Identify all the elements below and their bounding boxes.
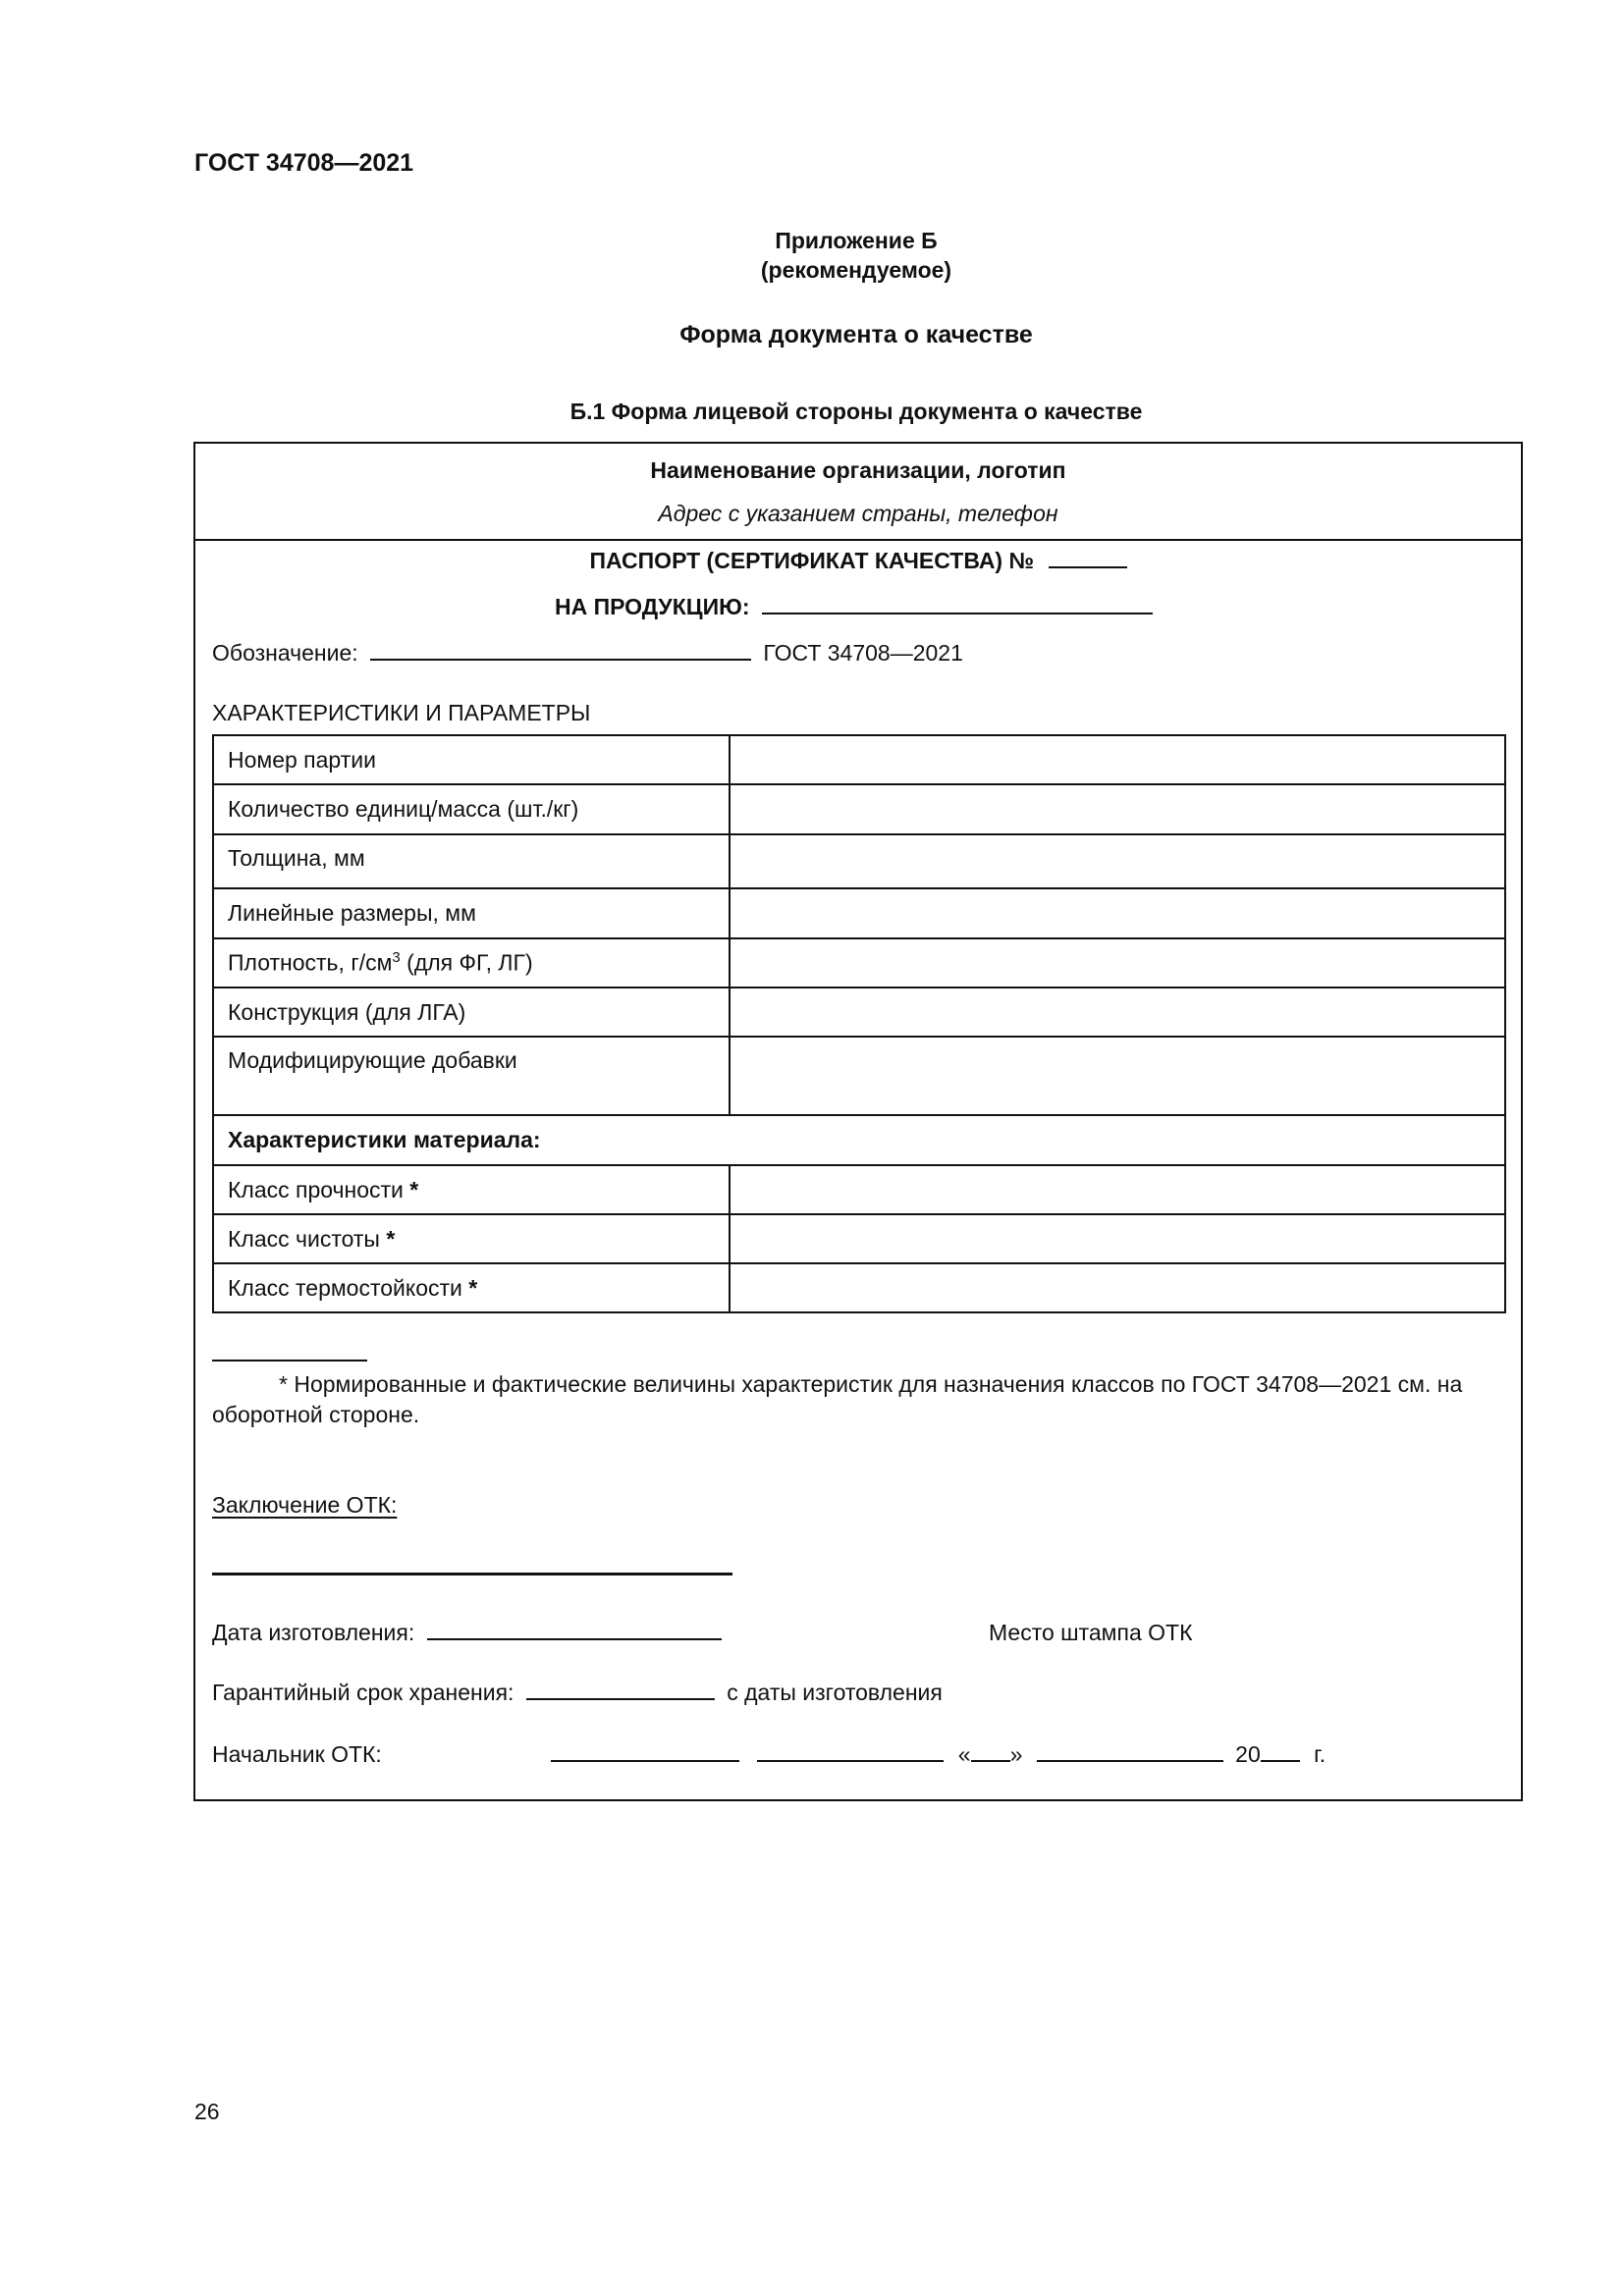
table-row	[213, 1165, 1505, 1214]
param-value-cell[interactable]	[730, 938, 1505, 988]
footnote-text: * Нормированные и фактические величины характеристик для назначения классов по ГОСТ 34708—2021 см. на оборотной стороне.	[212, 1371, 1463, 1427]
param-value-cell[interactable]	[730, 784, 1505, 834]
passport-number-line[interactable]	[1049, 566, 1127, 568]
material-label	[213, 1263, 730, 1312]
manufacture-date-row	[212, 1620, 722, 1646]
designation-standard: ГОСТ 34708—2021	[763, 640, 963, 666]
table-row	[213, 1037, 1505, 1115]
product-row	[555, 594, 1153, 620]
warranty-row	[212, 1680, 943, 1706]
page-number: 26	[194, 2099, 220, 2124]
table-row	[213, 1214, 1505, 1263]
year-prefix: 20	[1235, 1741, 1261, 1767]
table-row	[213, 1263, 1505, 1312]
year-line[interactable]	[1261, 1760, 1300, 1762]
param-label: Количество единиц/масса (шт./кг)	[213, 784, 730, 834]
conclusion-label: Заключение ОТК:	[212, 1492, 398, 1518]
chief-label: Начальник ОТК:	[212, 1741, 382, 1767]
footnote-mark: *	[403, 1176, 419, 1202]
param-value-cell[interactable]	[730, 1037, 1505, 1115]
param-value-cell[interactable]	[730, 1263, 1505, 1312]
param-label: Линейные размеры, мм	[213, 888, 730, 938]
quality-document-form	[193, 442, 1523, 1801]
material-label-text: Класс прочности	[228, 1176, 404, 1202]
appendix-title: Приложение Б	[775, 228, 938, 253]
warranty-suffix: с даты изготовления	[727, 1680, 943, 1705]
table-row	[213, 938, 1505, 988]
quote-close: »	[1009, 1741, 1023, 1767]
param-value-cell[interactable]	[730, 834, 1505, 888]
density-superscript: 3	[392, 949, 401, 967]
designation-line[interactable]	[370, 659, 751, 661]
warranty-label: Гарантийный срок хранения:	[212, 1680, 514, 1705]
footnote	[212, 1369, 1508, 1430]
table-row	[213, 888, 1505, 938]
quote-open: «	[957, 1741, 971, 1767]
passport-title: ПАСПОРТ (СЕРТИФИКАТ КАЧЕСТВА) №	[589, 548, 1035, 573]
passport-title-row	[195, 548, 1521, 574]
density-suffix: (для ФГ, ЛГ)	[400, 949, 533, 976]
year-suffix: г.	[1314, 1741, 1326, 1767]
material-heading: Характеристики материала:	[213, 1115, 1505, 1165]
month-line[interactable]	[1037, 1760, 1223, 1762]
table-row	[213, 834, 1505, 888]
param-value-cell[interactable]	[730, 888, 1505, 938]
conclusion-line[interactable]	[212, 1573, 732, 1575]
signature-row	[551, 1741, 1326, 1768]
param-label: Конструкция (для ЛГА)	[213, 988, 730, 1037]
product-line[interactable]	[762, 613, 1153, 614]
section-title: Б.1 Форма лицевой стороны документа о качестве	[569, 399, 1143, 424]
table-row	[213, 735, 1505, 784]
material-label	[213, 1214, 730, 1263]
material-label-text: Класс чистоты	[228, 1225, 380, 1252]
product-label: НА ПРОДУКЦИЮ:	[555, 594, 750, 619]
name-line[interactable]	[757, 1760, 944, 1762]
manufacture-date-line[interactable]	[427, 1638, 722, 1640]
designation-label: Обозначение:	[212, 640, 358, 666]
footnote-rule	[212, 1360, 367, 1362]
table-row	[213, 988, 1505, 1037]
organization-name: Наименование организации, логотип	[650, 457, 1066, 483]
signature-line[interactable]	[551, 1760, 739, 1762]
params-heading: ХАРАКТЕРИСТИКИ И ПАРАМЕТРЫ	[212, 700, 591, 725]
param-label-density	[213, 938, 730, 988]
form-title: Форма документа о качестве	[679, 321, 1033, 348]
table-row	[213, 784, 1505, 834]
param-label: Модифицирующие добавки	[213, 1037, 730, 1115]
footnote-mark: *	[461, 1274, 478, 1301]
param-label: Номер партии	[213, 735, 730, 784]
param-value-cell[interactable]	[730, 735, 1505, 784]
manufacture-date-label: Дата изготовления:	[212, 1620, 415, 1645]
footnote-mark: *	[379, 1225, 396, 1252]
organization-block	[195, 444, 1521, 541]
document-header: ГОСТ 34708—2021	[194, 149, 414, 177]
param-value-cell[interactable]	[730, 988, 1505, 1037]
parameters-table	[212, 734, 1506, 1313]
designation-row	[212, 640, 963, 667]
warranty-line[interactable]	[526, 1698, 715, 1700]
param-value-cell[interactable]	[730, 1214, 1505, 1263]
density-label: Плотность, г/см	[228, 949, 393, 976]
param-label: Толщина, мм	[213, 834, 730, 888]
param-value-cell[interactable]	[730, 1165, 1505, 1214]
material-label	[213, 1165, 730, 1214]
day-line[interactable]	[971, 1760, 1010, 1762]
organization-address: Адрес с указанием страны, телефон	[658, 501, 1058, 526]
appendix-subtitle: (рекомендуемое)	[760, 257, 952, 283]
stamp-place: Место штампа ОТК	[989, 1620, 1193, 1645]
material-label-text: Класс термостойкости	[228, 1274, 462, 1301]
table-row	[213, 1115, 1505, 1165]
